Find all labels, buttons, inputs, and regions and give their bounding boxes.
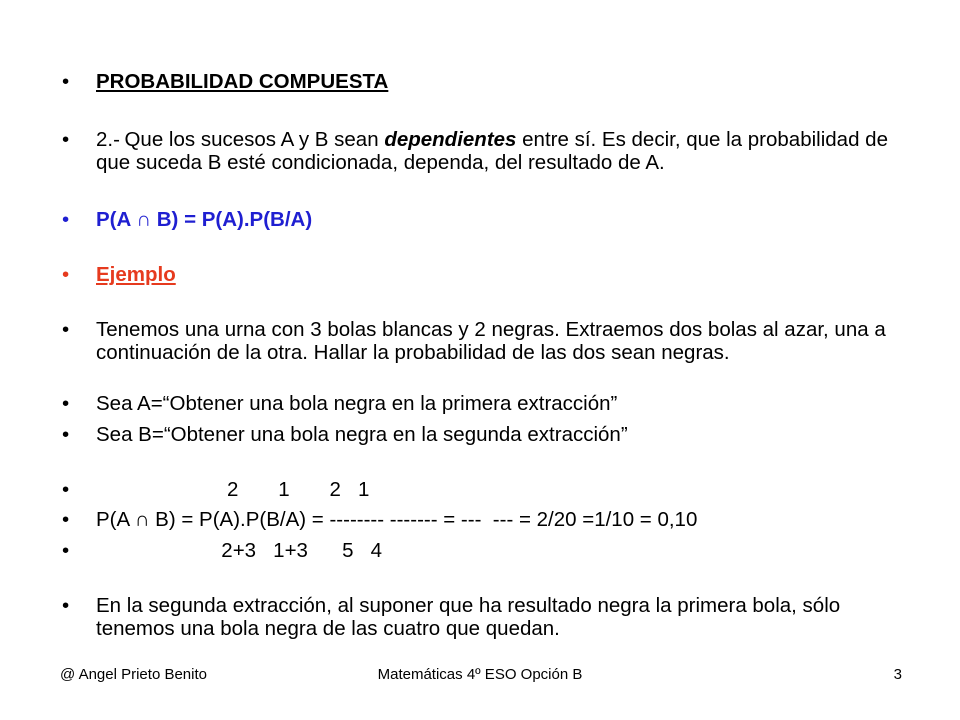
fraction-numerators: 2 1 2 1 (96, 478, 370, 501)
example-heading: Ejemplo (96, 263, 176, 286)
footer-course: Matemáticas 4º ESO Opción B (377, 666, 583, 683)
bullet: • (62, 318, 70, 341)
bullet: • (62, 392, 70, 415)
bullet: • (62, 423, 70, 446)
bullet: • (62, 128, 70, 151)
problem-text: Tenemos una urna con 3 bolas blancas y 2 negras. Extraemos dos bolas al azar, una a continuación de la otra. Hallar la probabilidad de las dos sean negras. (96, 318, 892, 364)
definition-emphasis: dependientes (384, 128, 517, 151)
bullet: • (62, 594, 70, 617)
bullet: • (62, 208, 70, 231)
calculation-text: P(A ∩ B) = P(A).P(B/A) = -------- ------- = --- --- = 2/20 =1/10 = 0,10 (96, 508, 698, 531)
footer-page-number: 3 (893, 666, 902, 683)
event-a-text: Sea A=“Obtener una bola negra en la primera extracción” (96, 392, 618, 415)
formula-text: P(A ∩ B) = P(A).P(B/A) (96, 208, 313, 231)
bullet: • (62, 70, 70, 93)
section-title: PROBABILIDAD COMPUESTA (96, 70, 389, 93)
explanation-text: En la segunda extracción, al suponer que ha resultado negra la primera bola, sólo tenemos una bola negra de las cuatro que quedan. (96, 594, 846, 640)
bullet: • (62, 263, 70, 286)
fraction-denominators: 2+3 1+3 5 4 (96, 539, 382, 562)
definition-text (96, 128, 922, 174)
definition-post: entre sí. Es decir, que la probabilidad de que suceda B esté condicionada, dependa, del resultado de A. (96, 128, 894, 174)
definition-pre: 2.- Que los sucesos A y B sean (96, 128, 385, 151)
event-b-text: Sea B=“Obtener una bola negra en la segunda extracción” (96, 423, 628, 446)
bullet: • (62, 508, 70, 531)
bullet: • (62, 478, 70, 501)
footer-author: @ Angel Prieto Benito (60, 666, 207, 683)
bullet: • (62, 539, 70, 562)
